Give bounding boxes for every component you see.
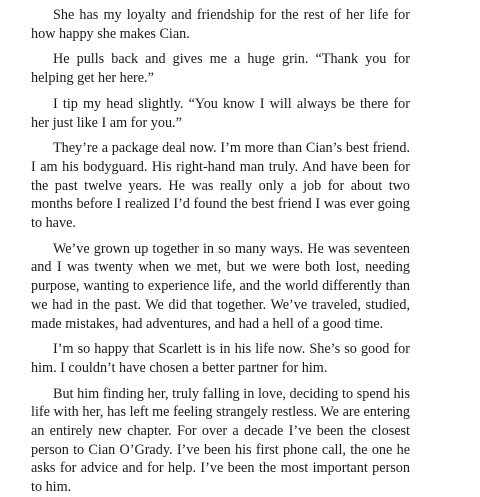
paragraph-loyalty: She has my loyalty and friendship for the rest of her life for how happy she makes Cian. <box>31 7 410 42</box>
paragraph-grown-up: We’ve grown up together in so many ways. He was seventeen and I was twenty when we met, but we were both lost, needing purpose, wanting to experience life, and the world differently than we had in the past. We did that together. We’ve traveled, studied, made mistakes, had adventures, and had a hell of a good time. <box>31 240 410 332</box>
paragraph-grin: He pulls back and gives me a huge grin. “Thank you for helping get her here.” <box>31 51 410 87</box>
paragraph-package-deal: They’re a package deal now. I’m more than Cian’s best friend. I am his bodyguard. His right-hand man truly. And have been for the past twelve years. He was really only a job for about two months before I realized I’d found the best friend I was ever going to have. <box>31 140 410 232</box>
paragraph-tip-head: I tip my head slightly. “You know I will always be there for her just like I am for you.” <box>31 95 410 131</box>
paragraph-scarlett: I’m so happy that Scarlett is in his life now. She’s so good for him. I couldn’t have chosen a better partner for him. <box>31 341 410 376</box>
paragraph-restless: But him finding her, truly falling in love, deciding to spend his life with her, has left me feeling strangely restless. We are entering an entirely new chapter. For over a decade I’ve been the closest person to Cian O’Grady. I’ve been his first phone call, the one he asks for advice and for help. I’ve been the most important person to him. <box>31 385 410 496</box>
